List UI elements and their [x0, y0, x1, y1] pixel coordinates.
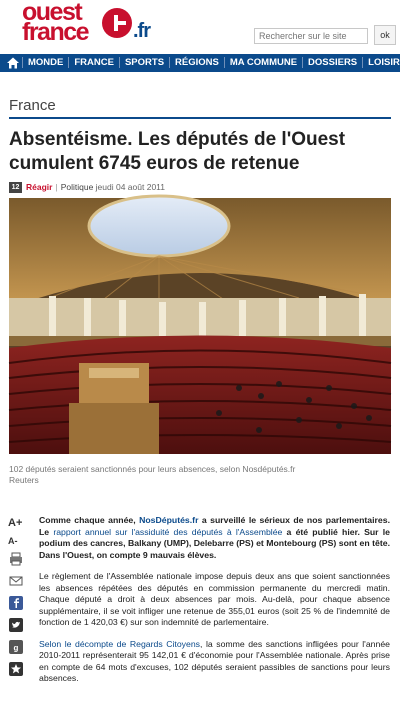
- photo-credit: Reuters: [9, 475, 39, 485]
- article-paragraph-1: Le règlement de l'Assemblée nationale impose depuis deux ans que soient sanctionnées les absences répétées des députés en commission permanente du mercredi matin. Chaque député a droit à deux absences par mois. Au-delà, pour chaque absence supplémentaire, il se voit infliger une retenue de 355,01 euros (soit 25 % de l'indemnité de fonction de 1 420,03 €) sur son indemnité de parlementaire.: [39, 571, 390, 627]
- font-decrease-label: A-: [8, 536, 18, 546]
- nav-items: [22, 54, 411, 72]
- font-increase-label: A+: [8, 517, 23, 529]
- article-date: jeudi 04 août 2011: [95, 182, 165, 192]
- meta-separator: |: [55, 182, 58, 192]
- twitter-icon[interactable]: [8, 617, 24, 633]
- comments-count-badge[interactable]: 12: [9, 182, 22, 193]
- assemblee-photo: [9, 198, 391, 454]
- regards-citoyens-link[interactable]: Selon le décompte de Regards Citoyens: [39, 638, 201, 649]
- article-title: Absentéisme. Les députés de l'Ouest cumulent 6745 euros de retenue: [9, 129, 346, 174]
- email-icon[interactable]: [8, 573, 24, 589]
- rubric-divider: [9, 117, 391, 119]
- nav-item-regions[interactable]: RÉGIONS: [169, 57, 224, 68]
- nav-item-dossiers[interactable]: DOSSIERS: [302, 57, 362, 68]
- svg-text:g: g: [13, 643, 19, 653]
- react-link[interactable]: Réagir: [26, 182, 53, 192]
- nav-item-france[interactable]: FRANCE: [68, 57, 119, 68]
- google-plus-icon[interactable]: [8, 639, 24, 655]
- photo-caption-text: 102 députés seraient sanctionnés pour leurs absences, selon Nosdéputés.fr: [9, 464, 296, 474]
- rapport-annuel-link[interactable]: rapport annuel sur l'assiduité des députés à l'Assemblée: [53, 526, 283, 537]
- nav-item-monde[interactable]: MONDE: [22, 57, 68, 68]
- lead-part-1: Comme chaque année,: [39, 515, 140, 525]
- logo-plus-icon: [102, 8, 132, 38]
- nav-item-loisirs[interactable]: LOISIRS: [362, 57, 411, 68]
- article-paragraph-2: [39, 639, 390, 685]
- logo-suffix: .fr: [133, 20, 150, 42]
- article-body: [39, 515, 390, 695]
- nav-item-ma-commune[interactable]: MA COMMUNE: [224, 57, 302, 68]
- photo-caption: [9, 464, 391, 486]
- main-nav: [0, 54, 407, 72]
- article-meta: [9, 181, 391, 197]
- font-increase-button[interactable]: [8, 513, 24, 529]
- search-input[interactable]: [254, 28, 368, 44]
- lead-part-3: a été publié hier. Sur le podium des cancres, Balkany (UMP), Delebarre (PS) et Montebourg (PS) sont en tête. Dans l'Ouest, on compte 9 mauvais élèves.: [39, 526, 390, 560]
- logo-text-ouest: ouest: [22, 0, 82, 26]
- site-header: [0, 0, 400, 52]
- article-section[interactable]: Politique: [60, 182, 94, 192]
- lead-part-2: a surveillé le sérieux de nos parlementaires. Le: [39, 515, 390, 537]
- section-rubric[interactable]: France: [9, 97, 56, 114]
- paragraph-2-text: , la somme des sanctions infligées pour l'année 2010-2011 représenterait 95 142,01 € d'économie pour l'Assemblée nationale. Après prise en compte de 64 mots d'excuses, 102 députés seraient passibles de sanctions pour leurs absences.: [39, 638, 390, 683]
- facebook-icon[interactable]: [8, 595, 24, 611]
- font-decrease-button[interactable]: [8, 531, 24, 547]
- print-icon[interactable]: [8, 551, 24, 567]
- site-logo[interactable]: [22, 2, 162, 46]
- favorite-star-icon[interactable]: [8, 661, 24, 677]
- nosdeputes-link[interactable]: NosDéputés.fr: [139, 515, 199, 525]
- nav-item-sports[interactable]: SPORTS: [119, 57, 169, 68]
- logo-text-france: france: [22, 18, 89, 46]
- article-lead: [39, 515, 390, 561]
- search-button[interactable]: ok: [374, 25, 396, 45]
- home-icon[interactable]: [6, 56, 20, 70]
